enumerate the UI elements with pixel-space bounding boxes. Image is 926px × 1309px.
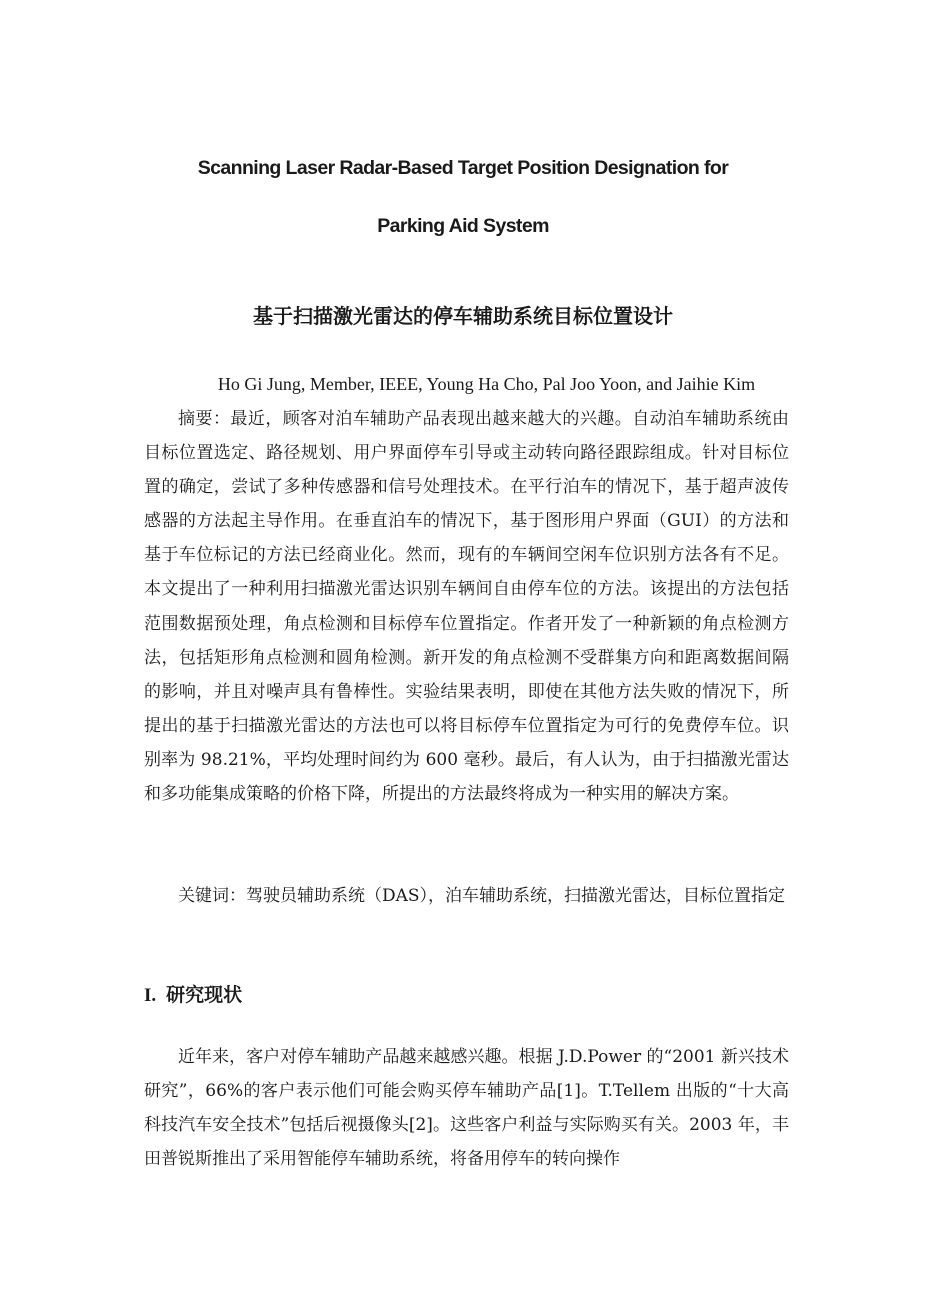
author-list: Ho Gi Jung, Member, IEEE, Young Ha Cho, Pal Joo Yoon, and Jaihie Kim bbox=[217, 374, 756, 394]
paper-title-zh: 基于扫描激光雷达的停车辅助系统目标位置设计 bbox=[253, 304, 673, 328]
keywords-paragraph: 关键词：驾驶员辅助系统（DAS），泊车辅助系统，扫描激光雷达，目标位置指定 bbox=[178, 886, 786, 906]
section-heading bbox=[144, 980, 242, 1007]
paper-title-en-line1: Scanning Laser Radar-Based Target Position Designation for bbox=[197, 157, 729, 179]
section-title: 研究现状 bbox=[166, 984, 243, 1006]
paper-title-en-line2: Parking Aid System bbox=[377, 215, 549, 237]
section-number: I. bbox=[144, 985, 157, 1006]
abstract-paragraph: 摘要：最近，顾客对泊车辅助产品表现出越来越大的兴趣。自动泊车辅助系统由目标位置选定、路径规划、用户界面停车引导或主动转向路径跟踪组成。针对目标位置的确定，尝试了多种传感器和信号处理技术。在平行泊车的情况下，基于超声波传感器的方法起主导作用。在垂直泊车的情况下，基于图形用户界面（GUI）的方法和基于车位标记的方法已经商业化。然而，现有的车辆间空闲车位识别方法各有不足。本文提出了一种利用扫描激光雷达识别车辆间自由停车位的方法。该提出的方法包括范围数据预处理，角点检测和目标停车位置指定。作者开发了一种新颖的角点检测方法，包括矩形角点检测和圆角检测。新开发的角点检测不受群集方向和距离数据间隔的影响，并且对噪声具有鲁棒性。实验结果表明，即使在其他方法失败的情况下，所提出的基于扫描激光雷达的方法也可以将目标停车位置指定为可行的免费停车位。识别率为 98.21%，平均处理时间约为 600 毫秒。最后，有人认为，由于扫描激光雷达和多功能集成策略的价格下降，所提出的方法最终将成为一种实用的解决方案。 bbox=[144, 409, 789, 805]
intro-paragraph: 近年来，客户对停车辅助产品越来越感兴趣。根据 J.D.Power 的“2001 新兴技术研究”，66%的客户表示他们可能会购买停车辅助产品[1]。T.Tellem 出版的“十大高科技汽车安全技术”包括后视摄像头[2]。这些客户利益与实际购买有关。2003 年，丰田普锐斯推出了采用智能停车辅助系统，将备用停车的转向操作 bbox=[144, 1047, 789, 1170]
